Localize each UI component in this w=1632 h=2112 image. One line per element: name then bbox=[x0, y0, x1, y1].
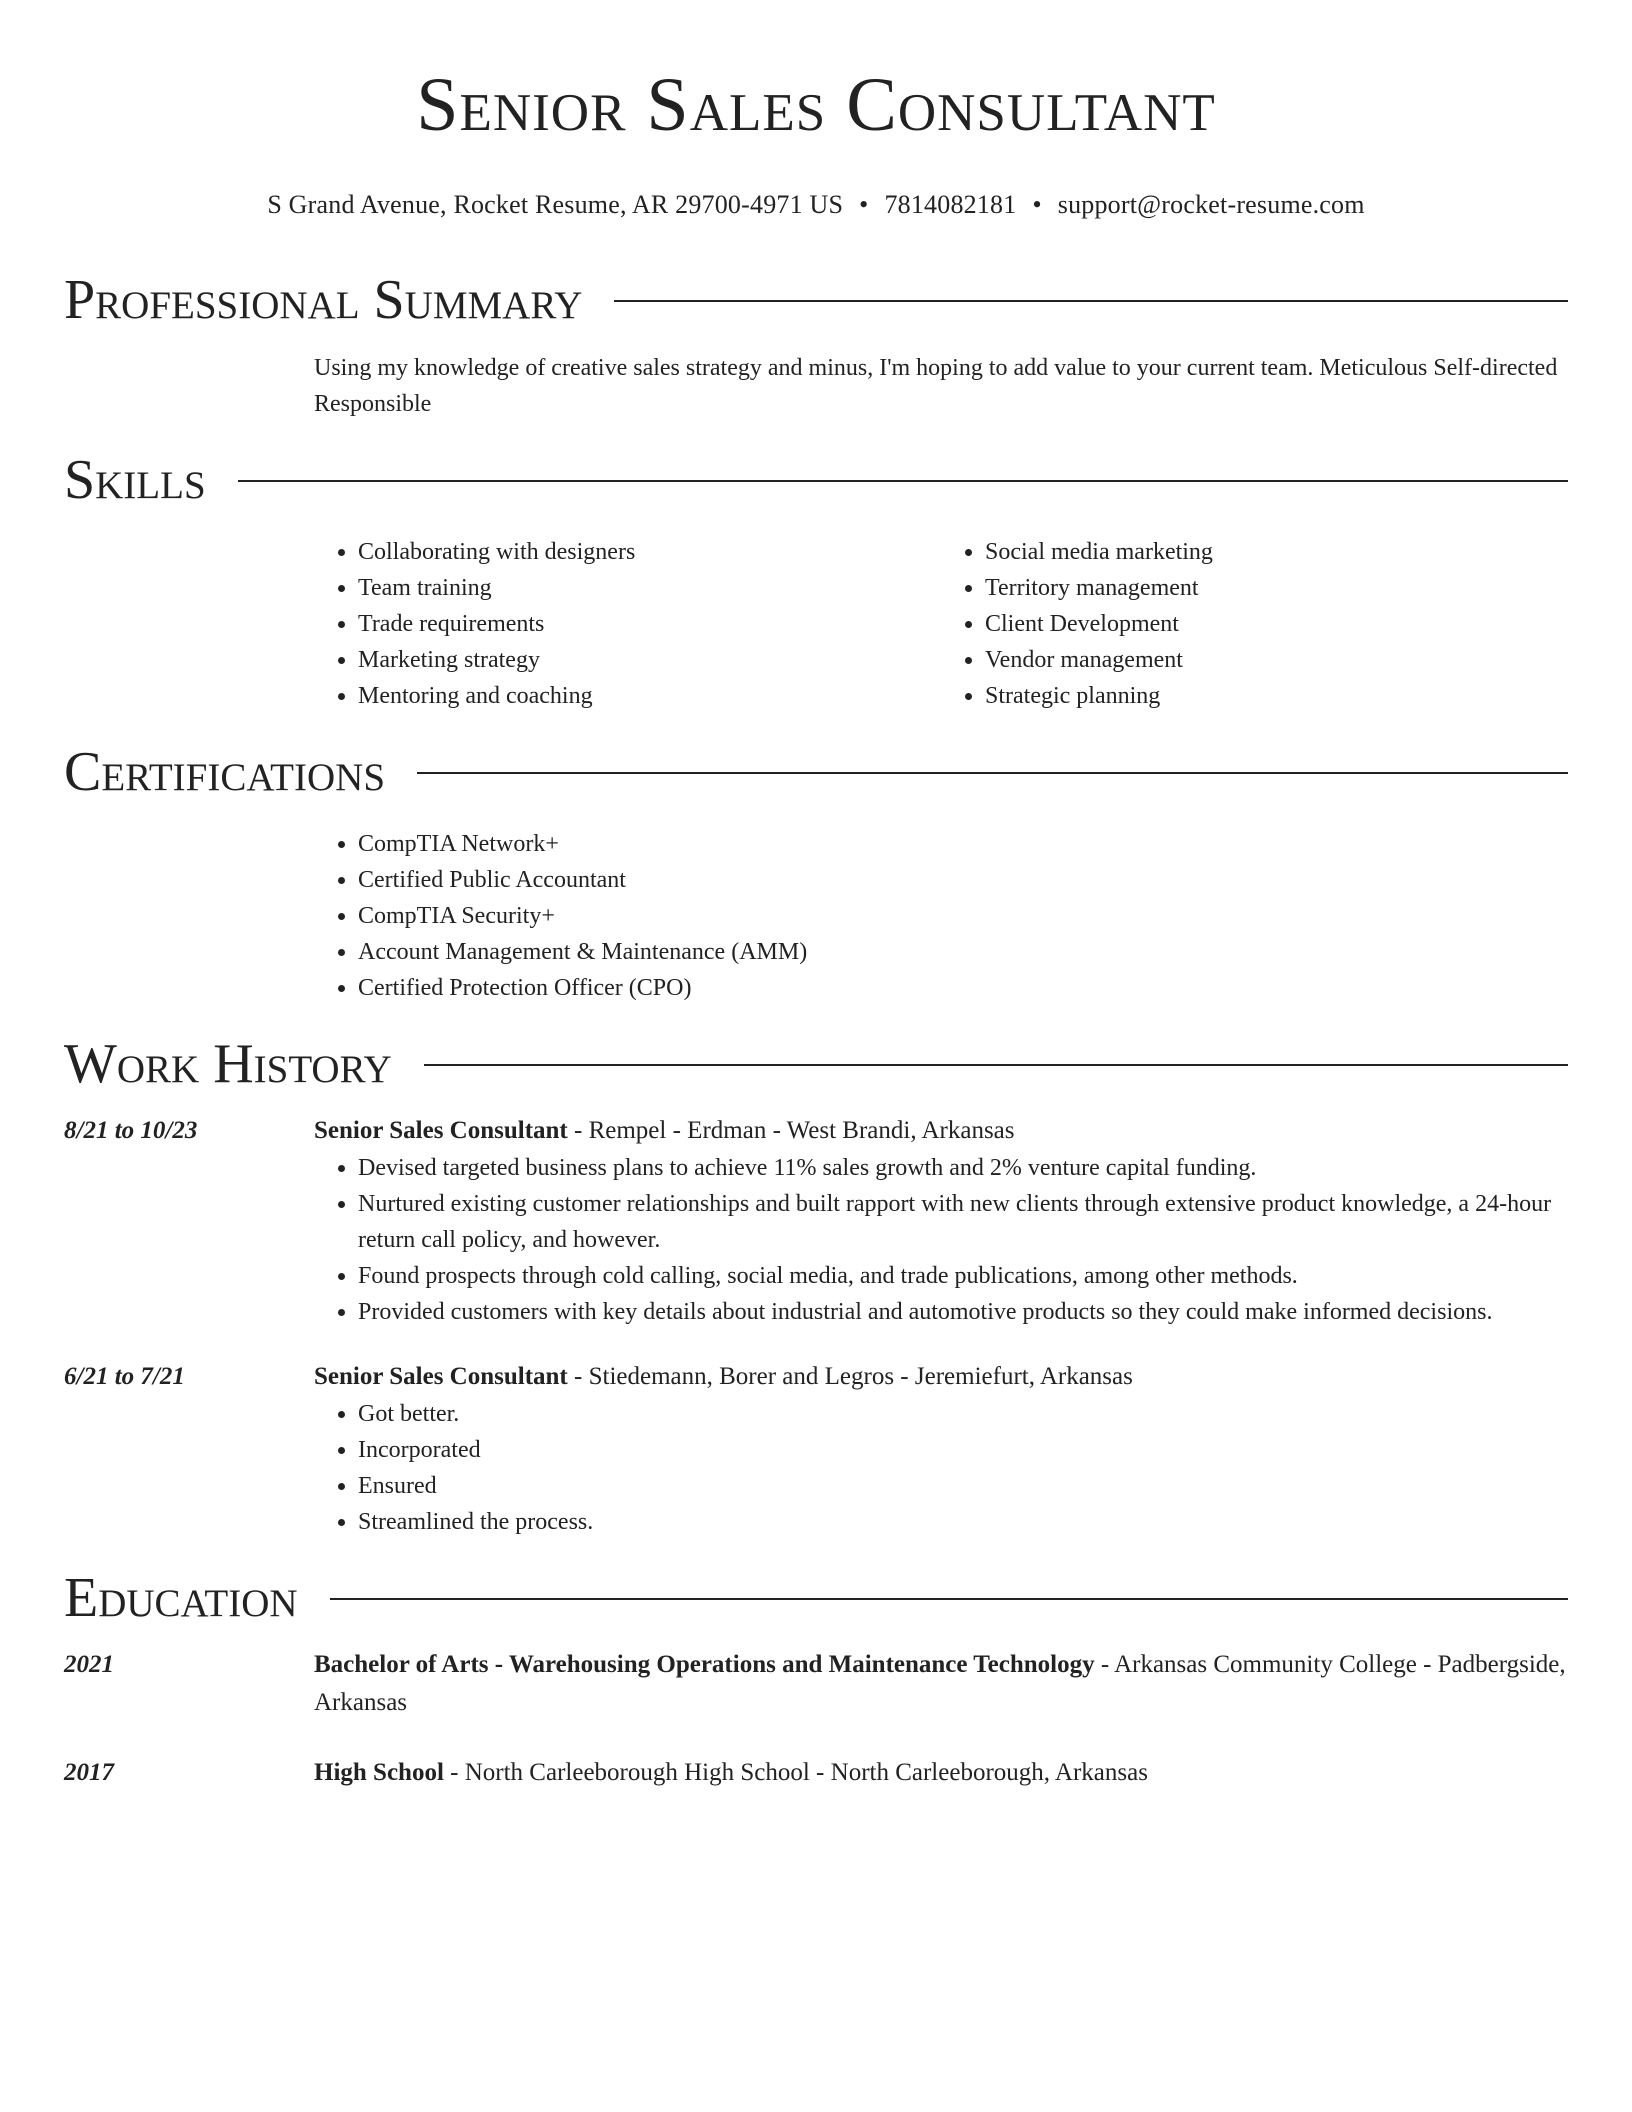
job-bullets bbox=[314, 1396, 1568, 1540]
job-bullet: • Streamlined the process. bbox=[358, 1504, 1568, 1540]
education-entry bbox=[64, 1646, 1568, 1722]
section-title-education: Education bbox=[64, 1567, 298, 1629]
contact-line bbox=[64, 188, 1568, 222]
job-body bbox=[314, 1112, 1568, 1330]
education-degree: High School bbox=[314, 1759, 444, 1786]
job-bullet: • Got better. bbox=[358, 1396, 1568, 1432]
skill-item: • Vendor management bbox=[985, 642, 1568, 678]
job-dates: 6/21 to 7/21 bbox=[64, 1363, 185, 1390]
education-details: - Arkansas Community College - Padbergside, Arkansas bbox=[314, 1651, 1566, 1716]
work-history-section bbox=[64, 1032, 1568, 1540]
section-heading bbox=[64, 1032, 1568, 1096]
job-bullet: • Provided customers with key details about industrial and automotive products so they could make informed decisions. bbox=[358, 1294, 1568, 1330]
section-divider bbox=[330, 1598, 1568, 1600]
certification-item: • CompTIA Security+ bbox=[358, 898, 1568, 934]
skills-section bbox=[64, 448, 1568, 714]
section-heading bbox=[64, 740, 1568, 804]
certification-item: • CompTIA Network+ bbox=[358, 826, 1568, 862]
section-divider bbox=[417, 772, 1568, 774]
section-heading bbox=[64, 448, 1568, 512]
education-degree: Bachelor of Arts - Warehousing Operations and Maintenance Technology bbox=[314, 1651, 1095, 1678]
education-year: 2021 bbox=[64, 1651, 114, 1678]
skill-item: • Marketing strategy bbox=[358, 642, 941, 678]
skill-item: • Mentoring and coaching bbox=[358, 678, 941, 714]
job-dates: 8/21 to 10/23 bbox=[64, 1117, 198, 1144]
summary-text: Using my knowledge of creative sales strategy and minus, I'm hoping to add value to your current team. Meticulous Self-directed Responsible bbox=[314, 355, 1558, 417]
section-divider bbox=[238, 480, 1568, 482]
skill-item: • Client Development bbox=[985, 606, 1568, 642]
job-entry bbox=[64, 1358, 1568, 1540]
summary-section bbox=[64, 268, 1568, 422]
job-heading bbox=[314, 1112, 1568, 1150]
section-divider bbox=[424, 1064, 1568, 1066]
skill-item: • Team training bbox=[358, 570, 941, 606]
certifications-body bbox=[314, 826, 1568, 1006]
certification-item: • Certified Public Accountant bbox=[358, 862, 1568, 898]
job-bullet: • Found prospects through cold calling, social media, and trade publications, among other methods. bbox=[358, 1258, 1568, 1294]
resume-page bbox=[64, 0, 1568, 1792]
skill-item: • Collaborating with designers bbox=[358, 534, 941, 570]
skills-list-left bbox=[314, 534, 941, 714]
job-details: - Rempel - Erdman - West Brandi, Arkansas bbox=[567, 1117, 1015, 1144]
job-role: Senior Sales Consultant bbox=[314, 1117, 568, 1144]
education-heading bbox=[314, 1646, 1568, 1722]
skills-list-right bbox=[941, 534, 1568, 714]
job-details: - Stiedemann, Borer and Legros - Jeremiefurt, Arkansas bbox=[567, 1363, 1133, 1390]
certifications-list bbox=[314, 826, 1568, 1006]
section-title-skills: Skills bbox=[64, 449, 206, 511]
job-bullet: • Nurtured existing customer relationships and built rapport with new clients through extensive product knowledge, a 24-hour return call policy, and however. bbox=[358, 1186, 1568, 1258]
job-bullet: • Devised targeted business plans to achieve 11% sales growth and 2% venture capital funding. bbox=[358, 1150, 1568, 1186]
certifications-section bbox=[64, 740, 1568, 1006]
certification-item: • Certified Protection Officer (CPO) bbox=[358, 970, 1568, 1006]
job-heading bbox=[314, 1358, 1568, 1396]
section-divider bbox=[614, 300, 1568, 302]
contact-address: S Grand Avenue, Rocket Resume, AR 29700-4971 US bbox=[267, 190, 844, 219]
contact-phone: 7814082181 bbox=[884, 190, 1017, 219]
contact-separator: • bbox=[1032, 190, 1042, 219]
contact-separator: • bbox=[859, 190, 869, 219]
certification-item: • Account Management & Maintenance (AMM) bbox=[358, 934, 1568, 970]
education-details: - North Carleeborough High School - North Carleeborough, Arkansas bbox=[443, 1759, 1148, 1786]
job-bullet: • Ensured bbox=[358, 1468, 1568, 1504]
job-body bbox=[314, 1358, 1568, 1540]
education-body bbox=[314, 1646, 1568, 1722]
contact-email[interactable]: support@rocket-resume.com bbox=[1057, 190, 1365, 219]
section-title-work-history: Work History bbox=[64, 1033, 392, 1095]
education-section bbox=[64, 1566, 1568, 1792]
section-heading bbox=[64, 1566, 1568, 1630]
job-bullet: • Incorporated bbox=[358, 1432, 1568, 1468]
job-role: Senior Sales Consultant bbox=[314, 1363, 568, 1390]
candidate-title: Senior Sales Consultant bbox=[416, 63, 1216, 147]
section-title-summary: Professional Summary bbox=[64, 269, 583, 331]
education-body bbox=[314, 1754, 1568, 1792]
skill-item: • Social media marketing bbox=[985, 534, 1568, 570]
section-title-certifications: Certifications bbox=[64, 741, 386, 803]
education-entry bbox=[64, 1754, 1568, 1792]
skill-item: • Strategic planning bbox=[985, 678, 1568, 714]
skill-item: • Territory management bbox=[985, 570, 1568, 606]
skill-item: • Trade requirements bbox=[358, 606, 941, 642]
education-heading bbox=[314, 1754, 1568, 1792]
section-heading bbox=[64, 268, 1568, 332]
education-year: 2017 bbox=[64, 1759, 114, 1786]
skills-columns bbox=[314, 534, 1568, 714]
job-bullets bbox=[314, 1150, 1568, 1330]
resume-header bbox=[64, 0, 1568, 222]
job-entry bbox=[64, 1112, 1568, 1330]
